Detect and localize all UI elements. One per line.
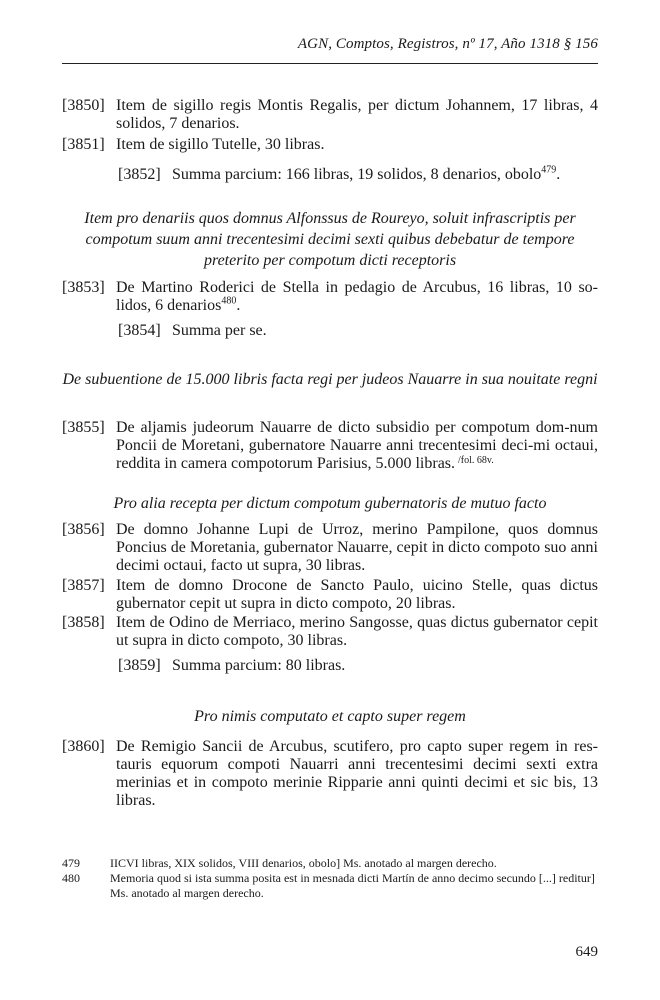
entry-3859 [118, 657, 598, 675]
entry-text: De Martino Roderici de Stella in pedagio de Arcubus, 16 libras, 10 so-lidos, 6 denarios [116, 279, 598, 314]
footnote-ref: 479 [541, 164, 557, 176]
footnote-text: Memoria quod si ista summa posita est in mesnada dicti Martín de anno decimo secundo [...] reditur] Ms. anotado al margen derecho. [110, 871, 595, 900]
entry-number: [3859] [118, 657, 161, 674]
entry-3852: [3852] Summa parcium: 166 libras, 19 solidos, 8 denarios, obolo$^{479}$. [118, 164, 561, 183]
folio-marker: /fol. 68v. [458, 455, 494, 466]
footnote-479 [62, 856, 598, 871]
entry-3854 [118, 322, 598, 340]
section-heading: Pro nimis computato et capto super regem [194, 708, 466, 725]
entry-text: Summa parcium: 166 libras, 19 solidos, 8 denarios, obolo [172, 166, 542, 183]
entry-number: [3860] [62, 738, 105, 755]
entry-3857 [62, 577, 598, 613]
entry-number: [3851] [62, 136, 105, 153]
entry-text: Item de Odino de Merriaco, merino Sangosse, quas dictus gubernator cepit ut supra in dicto compoto, 30 libras. [116, 614, 598, 649]
entry-text: Summa per se. [172, 322, 267, 339]
entry-number: [3857] [62, 577, 105, 594]
entry-text: Item de sigillo regis Montis Regalis, per dictum Johannem, 17 libras, 4 solidos, 7 denarios. [116, 97, 598, 132]
entry-3853 [62, 279, 598, 315]
entry-number: [3853] [62, 279, 105, 296]
entry-3858 [62, 614, 598, 650]
entry-3850 [62, 97, 598, 133]
entry-number: [3856] [62, 521, 105, 538]
entry-3856 [62, 521, 598, 575]
entry-number: [3855] [62, 419, 105, 436]
header-rule [62, 63, 598, 64]
entry-number: [3852] [118, 166, 161, 183]
entry-number: [3858] [62, 614, 105, 631]
page-number: 649 [575, 944, 598, 960]
entry-number: [3854] [118, 322, 161, 339]
entry-text: Item de domno Drocone de Sancto Paulo, uicino Stelle, quas dictus gubernator cepit ut supra in dicto compoto, 20 libras. [116, 577, 598, 612]
footnotes [62, 856, 598, 901]
entry-3855 [62, 419, 598, 475]
entry-number: [3850] [62, 97, 105, 114]
entry-punct: . [236, 297, 241, 314]
footnote-text: IICVI libras, XIX solidos, VIII denarios, obolo] Ms. anotado al margen derecho. [110, 856, 497, 870]
entry-text: Summa parcium: 80 libras. [172, 657, 346, 674]
entry-3860 [62, 738, 598, 810]
footnote-480 [62, 871, 598, 901]
entry-text: De domno Johanne Lupi de Urroz, merino Pampilone, quos domnus Poncius de Moretania, gubernator Nauarre, cepit in dicto compoto suo anni decimi octaui, facto ut supra, 30 libras. [116, 521, 598, 574]
entry-text: De aljamis judeorum Nauarre de dicto subsidio per compotum dom-num Poncii de Moretani, gubernatore Nauarre anni trecentesimi deci-mi octaui, reddita in camera compotorum Parisius, 5.000 libras. [116, 419, 598, 472]
section-heading: Item pro denariis quos domnus Alfonssus de Roureyo, soluit infrascriptis per compotum suum anni trecentesimi decimi sexti quibus debebatur de tempore preterito per compotum dicti receptoris [84, 210, 576, 269]
footnote-number: 479 [62, 856, 80, 870]
entry-3851 [62, 136, 598, 154]
section-heading: De subuentione de 15.000 libris facta regi per judeos Nauarre in sua nouitate regni [62, 371, 598, 388]
section-heading: Pro alia recepta per dictum compotum gubernatoris de mutuo facto [113, 495, 547, 512]
footnote-ref: 480 [221, 295, 237, 307]
entry-text: Item de sigillo Tutelle, 30 libras. [116, 136, 325, 153]
footnote-number: 480 [62, 871, 80, 885]
entry-text: De Remigio Sancii de Arcubus, scutifero, pro capto super regem in res-tauris equorum compoti Nauarri anni trecentesimi decimi sexti extra merinias et in compoto merinie Ripparie anni quinti decimi et sic bis, 13 libras. [116, 738, 598, 809]
running-header: AGN, Comptos, Registros, nº 17, Año 1318 § 156 [297, 36, 598, 52]
